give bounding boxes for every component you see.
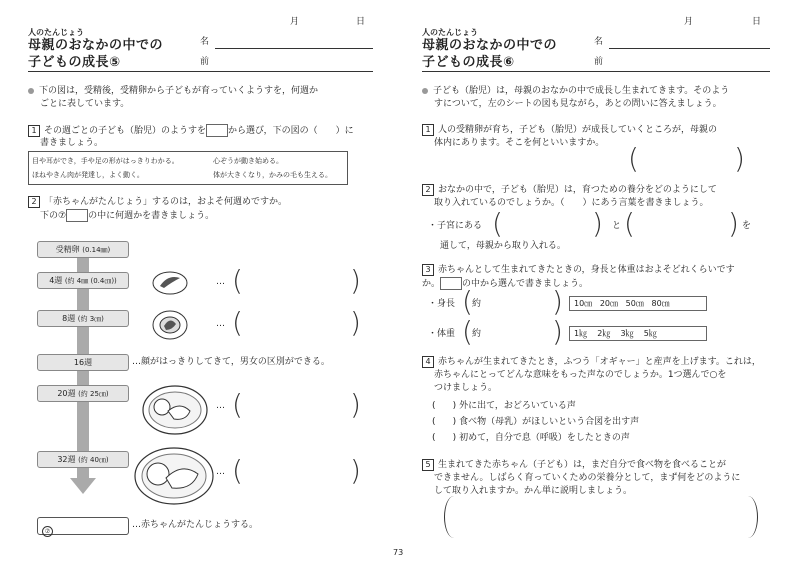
right-name-label-2: 前	[594, 57, 604, 67]
right-q5-line3: して取り入れますか。かん単に説明しましょう。	[434, 486, 633, 496]
choice-box	[440, 277, 462, 290]
right-kicker: 人のたんじょう	[422, 28, 478, 37]
right-q4-line3: つけましょう。	[434, 383, 498, 393]
dots: …	[216, 401, 225, 411]
height-options: 10㎝ 20㎝ 50㎝ 80㎝	[569, 296, 707, 311]
right-title-rule	[422, 71, 770, 72]
answer-paren-20-weeks-open: (	[232, 388, 243, 421]
right-name-field[interactable]	[609, 48, 770, 49]
weight-answer-close: )	[552, 315, 563, 348]
right-q2-fill-a: ・子宮にある	[428, 221, 483, 231]
right-q2-answer2-close: )	[728, 207, 739, 240]
height-answer-close: )	[552, 285, 563, 318]
right-q2-fill-b: と	[612, 221, 622, 231]
choice-3: ほねやきん肉が発達し，よく動く。	[32, 171, 144, 179]
question-number: 1	[422, 124, 434, 136]
left-intro-line2: ごとに表しています。	[40, 99, 130, 109]
right-q1-line1: 1 人の受精卵が育ち，子ども（胎児）が成長していくところが，母親の	[422, 124, 717, 137]
right-name-label: 名	[594, 37, 604, 47]
answer-paren-4-weeks-close: )	[350, 264, 361, 297]
answer-paren-20-weeks-close: )	[350, 388, 361, 421]
answer-paren-32-weeks-close: )	[350, 454, 361, 487]
left-title-line2: 子どもの成長⑤	[28, 55, 121, 70]
question-number: 2	[422, 184, 434, 196]
q4-option-1[interactable]: ( ) 外に出て，おどろいている声	[432, 401, 576, 411]
stage-fertilized-egg: 受精卵 (0.14㎜)	[37, 241, 129, 258]
bullet-icon	[422, 88, 428, 94]
left-q2-line1: 2 「赤ちゃんがたんじょう」するのは，およそ何週めですか。	[28, 196, 287, 209]
bullet-icon	[28, 88, 34, 94]
weight-options: 1㎏ 2㎏ 3㎏ 5㎏	[569, 326, 707, 341]
right-q2-fill-c: を	[742, 221, 752, 231]
right-q1-line2: 体内にあります。そこを何といいますか。	[434, 138, 605, 148]
right-q2-answer1-close: )	[592, 207, 603, 240]
dots: …	[216, 277, 225, 287]
right-q2-answer1-open[interactable]: (	[492, 207, 503, 240]
left-day-label: 日	[356, 17, 366, 27]
embryo-4-weeks-illustration	[150, 268, 190, 298]
height-label: ・身長	[428, 299, 456, 309]
question-number: 3	[422, 264, 434, 276]
weight-answer-open[interactable]: (	[462, 315, 473, 348]
q4-option-2[interactable]: ( ) 食べ物（母乳）がほしいという合図を出す声	[432, 417, 640, 427]
question-number: 1	[28, 125, 40, 137]
birth-symbol: ⑦	[42, 526, 53, 537]
left-q1-line2: 書きましょう。	[40, 138, 104, 148]
stage-32-weeks: 32週 (約 40㎝)	[37, 451, 129, 468]
left-q2-line2: 下の⑦ の中に何週かを書きましょう。	[40, 211, 215, 221]
right-q2-line3: 通して，母親から取り入れる。	[440, 241, 566, 251]
right-month-label: 月	[684, 17, 694, 27]
right-q3-line1: 3 赤ちゃんとして生まれてきたときの，身長と体重はおよそどれくらいです	[422, 264, 735, 277]
left-title-rule	[28, 71, 373, 72]
right-q4-line1: 4 赤ちゃんが生まれてきたとき，ふつう「オギャー」と産声を上げます。これは，	[422, 356, 761, 369]
page-number: 73	[393, 548, 404, 557]
right-day-label: 日	[752, 17, 762, 27]
dots: …	[216, 467, 225, 477]
right-q2-line2: 取り入れているのでしょうか。（ ）にあう言葉を書きましょう。	[434, 198, 709, 208]
stage-20-weeks: 20週 (約 25㎝)	[37, 385, 129, 402]
left-q1-line1: 1 その週ごとの子ども（胎児）のようすを から選び，下の図の（ ）に	[28, 124, 354, 138]
choice-4: 体が大きくなり，かみの毛も生える。	[213, 171, 332, 179]
right-q2-line1: 2 おなかの中で，子ども（胎児）は，育つための養分をどのようにして	[422, 184, 717, 197]
dots: …	[216, 319, 225, 329]
q4-option-3[interactable]: ( ) 初めて，自分で息（呼吸）をしたときの声	[432, 433, 630, 443]
left-title-line1: 母親のおなかの中での	[28, 38, 164, 53]
answer-paren-8-weeks-open: (	[232, 306, 243, 339]
right-title-line2: 子どもの成長⑥	[422, 55, 515, 70]
right-q5-line1: 5 生まれてきた赤ちゃん（子ども）は，まだ自分で食べ物を食べることが	[422, 459, 726, 472]
question-number: 4	[422, 356, 434, 368]
embryo-8-weeks-illustration	[150, 308, 190, 342]
left-name-label-2: 前	[200, 57, 210, 67]
right-q1-answer-open[interactable]: (	[628, 142, 639, 175]
birth-description: …赤ちゃんがたんじょうする。	[132, 520, 259, 530]
fetus-20-weeks-illustration	[140, 383, 210, 438]
left-month-label: 月	[290, 17, 300, 27]
weight-approx: 約	[472, 329, 482, 339]
stage-8-weeks: 8週 (約 3㎝)	[37, 310, 129, 327]
answer-paren-32-weeks-open: (	[232, 454, 243, 487]
question-number: 2	[28, 196, 40, 208]
choice-box	[206, 124, 228, 137]
right-intro-line2: すについて，左のシートの図も見ながら，あとの問いに答えましょう。	[434, 99, 722, 109]
stage-4-weeks: 4週 (約 4㎜ (0.4㎝))	[37, 272, 129, 289]
answer-paren-8-weeks-close: )	[350, 306, 361, 339]
stage-16-weeks: 16週	[37, 354, 129, 371]
left-kicker: 人のたんじょう	[28, 28, 84, 37]
left-name-field[interactable]	[215, 48, 373, 49]
right-q1-answer-close: )	[734, 142, 745, 175]
left-name-label: 名	[200, 37, 210, 47]
stage-16-description: …顔がはっきりしてきて，男女の区別ができる。	[132, 357, 330, 367]
right-q3-line2: か。 の中から選んで書きましょう。	[422, 279, 589, 289]
fetus-32-weeks-illustration	[132, 444, 217, 509]
right-q4-line2: 赤ちゃんにとってどんな意味をもった声なのでしょうか。1つ選んで○を	[434, 370, 727, 380]
height-answer-open[interactable]: (	[462, 285, 473, 318]
weight-label: ・体重	[428, 329, 456, 339]
question-number: 5	[422, 459, 434, 471]
choice-1: 目や耳ができ，手や足の形がはっきりわかる。	[32, 157, 179, 165]
answer-box	[66, 209, 88, 222]
right-q5-line2: できません。しばらく育っていくための栄養分として，まず何をどのように	[434, 473, 741, 483]
height-approx: 約	[472, 299, 482, 309]
right-intro-line1: 子ども（胎児）は，母親のおなかの中で成長し生まれてきます。そのよう	[422, 85, 729, 98]
left-intro-line1: 下の図は，受精後，受精卵から子どもが育っていくようすを，何週か	[28, 85, 318, 98]
choice-2: 心ぞうが動き始める。	[213, 157, 283, 165]
right-q2-answer2-open[interactable]: (	[624, 207, 635, 240]
right-q5-answer-area[interactable]	[444, 496, 758, 538]
birth-week-answer-box[interactable]	[37, 517, 129, 535]
right-title-line1: 母親のおなかの中での	[422, 38, 558, 53]
answer-paren-4-weeks-open: (	[232, 264, 243, 297]
timeline-arrow-head	[70, 478, 96, 494]
